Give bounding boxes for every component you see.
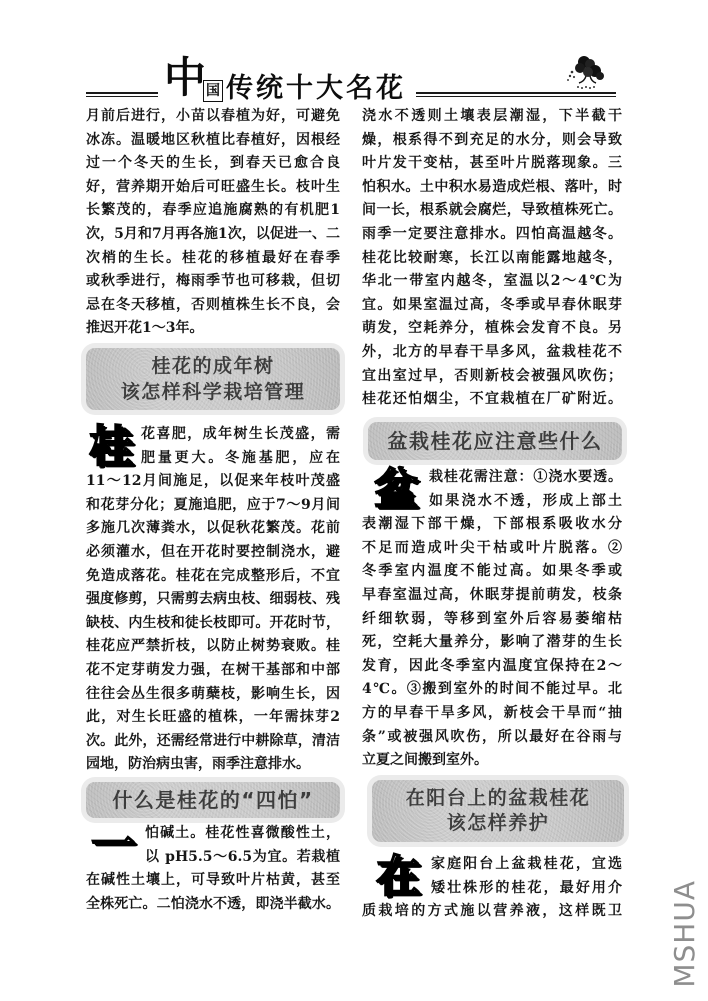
text-line: 死，空耗大量养分，影响了潜芽的生长 <box>362 634 622 651</box>
heading-line: 在阳台上的盆栽桂花 <box>405 787 591 809</box>
continuation-paragraph <box>362 105 622 412</box>
text-line: 条”或被强风吹伤，所以最好在谷雨与 <box>362 728 622 745</box>
text-line: 长繁茂的，春季应追施腐熟的有机肥1 <box>86 202 340 219</box>
text-line: 冰冻。温暖地区秋植比春植好，因根经 <box>86 131 340 148</box>
heading-line: 桂花的成年树 <box>151 355 275 377</box>
text-line: 雨季一定要注意排水。四怕高温越冬。 <box>362 225 622 242</box>
masthead-title: 传统十大名花 <box>226 73 406 104</box>
text-line: 立夏之间搬到室外。 <box>362 752 488 769</box>
heading-text: 什么是桂花的“四怕” <box>112 788 314 812</box>
watermark: MSHUA <box>668 880 701 988</box>
text-line: 叶片发干变枯，甚至叶片脱落现象。三 <box>362 155 622 172</box>
text-line: 怕碱土。桂花性喜微酸性土， <box>145 825 340 841</box>
text-line: 表潮湿下部干燥，下部根系吸收水分 <box>362 516 622 533</box>
text-line: 外，北方的早春干旱多风，盆栽桂花不 <box>362 343 622 360</box>
text-line: 推迟开花1～3年。 <box>86 320 204 337</box>
text-line: 次。此外，还需经常进行中耕除草，清洁 <box>86 732 340 749</box>
section-heading-potted-care <box>368 422 622 460</box>
intro-paragraph <box>86 105 340 341</box>
text-line: 和花芽分化；夏施追肥，应于7～9月间 <box>86 496 340 513</box>
four-fears-paragraph <box>86 822 340 916</box>
text-line: 在碱性土壤上，可导致叶片枯黄，甚至 <box>86 872 340 889</box>
text-line: 以 pH5.5～6.5为宜。若栽植 <box>145 848 340 865</box>
text-line: 全株死亡。二怕浇水不透，即浇半截水。 <box>86 895 340 912</box>
balcony-care-paragraph <box>362 853 622 924</box>
text-line: 次梢的生长。桂花的移植最好在春季 <box>86 249 340 266</box>
text-line: 矮壮株形的桂花，最好用介 <box>431 879 622 896</box>
text-line: 如果浇水不透，形成上部土 <box>429 492 622 509</box>
text-line: 花不定芽萌发力强，在树干基部和中部 <box>86 661 340 678</box>
drop-cap: 盆 <box>374 464 418 515</box>
text-line: 华北一带室内越冬，室温以2～4℃为 <box>362 273 622 290</box>
mature-tree-paragraph <box>86 423 340 777</box>
text-line: 桂花比较耐寒，长江以南能露地越冬， <box>362 249 622 266</box>
text-line: 过一个冬天的生长，到春天已愈合良 <box>86 155 340 172</box>
left-column <box>86 0 340 1001</box>
text-line: 必须灌水，但在开花时要控制浇水，避 <box>86 543 340 560</box>
text-line: 或秋季进行，梅雨季节也可移栽，但切 <box>86 273 340 290</box>
text-line: 萌发，空耗养分，植株会发育不良。另 <box>362 320 622 337</box>
text-line: 质栽培的方式施以营养液，这样既卫 <box>362 903 622 920</box>
text-line: 4℃。③搬到室外的时间不能过早。北 <box>362 681 622 698</box>
section-heading-balcony-care <box>372 780 624 842</box>
heading-line: 该怎样科学栽培管理 <box>120 381 306 403</box>
text-line: 忌在冬天移植，否则植株生长不良，会 <box>86 296 340 313</box>
potted-care-paragraph <box>362 466 622 773</box>
text-line: 燥，根系得不到充足的水分，则会导致 <box>362 131 622 148</box>
drop-cap: 一 <box>91 820 135 871</box>
heading-text: 盆栽桂花应注意些什么 <box>387 429 603 453</box>
text-line: 月前后进行，小苗以春植为好，可避免 <box>86 108 340 124</box>
drop-cap: 桂 <box>89 421 133 472</box>
text-line: 往往会丛生很多萌蘖枝，影响生长，因 <box>86 685 340 702</box>
text-line: 桂花还怕烟尘，不宜栽植在厂矿附近。 <box>362 391 622 408</box>
text-line: 发育，因此冬季室内温度宜保持在2～ <box>362 657 622 674</box>
text-line: 纤细软弱，等移到室外后容易萎缩枯 <box>362 610 622 627</box>
text-line: 园地，防治病虫害，雨季注意排水。 <box>86 756 310 773</box>
heading-line: 该怎样养护 <box>446 812 550 834</box>
masthead-title-large-char: 中 <box>164 53 207 102</box>
text-line: 11～12月间施足，以促来年枝叶茂盛 <box>86 473 340 490</box>
text-line: 宜出室过早，否则新枝会被强风吹伤； <box>362 367 622 384</box>
text-line: 多施几次薄粪水，以促秋花繁茂。花前 <box>86 520 340 537</box>
text-line: 花喜肥，成年树生长茂盛，需 <box>141 426 340 442</box>
text-line: 方的早春干旱多风，新枝会干旱而“抽 <box>362 704 622 721</box>
text-line: 肥量更大。冬施基肥，应在 <box>141 449 340 466</box>
text-line: 冬季室内温度不能过高。如果冬季或 <box>362 563 622 580</box>
text-line: 好，营养期开始后可旺盛生长。枝叶生 <box>86 178 340 195</box>
text-line: 此，对生长旺盛的植株，一年需抹芽2 <box>86 709 340 726</box>
text-line: 次，5月和7月再各施1次，以促进一、二 <box>86 225 340 242</box>
text-line: 早春室温过高，休眠芽提前萌发，枝条 <box>362 586 622 603</box>
text-line: 强度修剪，只需剪去病虫枝、细弱枝、残 <box>86 591 340 608</box>
text-line: 栽桂花需注意：①浇水要透。 <box>429 469 622 485</box>
text-line: 宜。如果室温过高，冬季或早春休眠芽 <box>362 296 622 313</box>
text-line: 间一长，根系就会腐烂，导致植株死亡。 <box>362 202 622 219</box>
drop-cap: 在 <box>376 851 420 902</box>
text-line: 浇水不透则土壤表层潮湿，下半截干 <box>362 108 622 124</box>
text-line: 不足而造成叶尖干枯或叶片脱落。② <box>362 539 622 556</box>
text-line: 怕积水。土中积水易造成烂根、落叶，时 <box>362 178 622 195</box>
masthead-title-boxed-char: 国 <box>203 80 223 102</box>
text-line: 家庭阳台上盆栽桂花，宜选 <box>431 856 622 872</box>
text-line: 桂花应严禁折枝，以防止树势衰败。桂 <box>86 638 340 655</box>
text-line: 缺枝、内生枝和徒长枝即可。开花时节， <box>86 614 340 631</box>
section-heading-four-fears <box>86 782 340 818</box>
section-heading-mature-tree <box>86 348 340 410</box>
right-column <box>362 0 622 1001</box>
text-line: 免造成落花。桂花在完成整形后，不宜 <box>86 567 340 584</box>
